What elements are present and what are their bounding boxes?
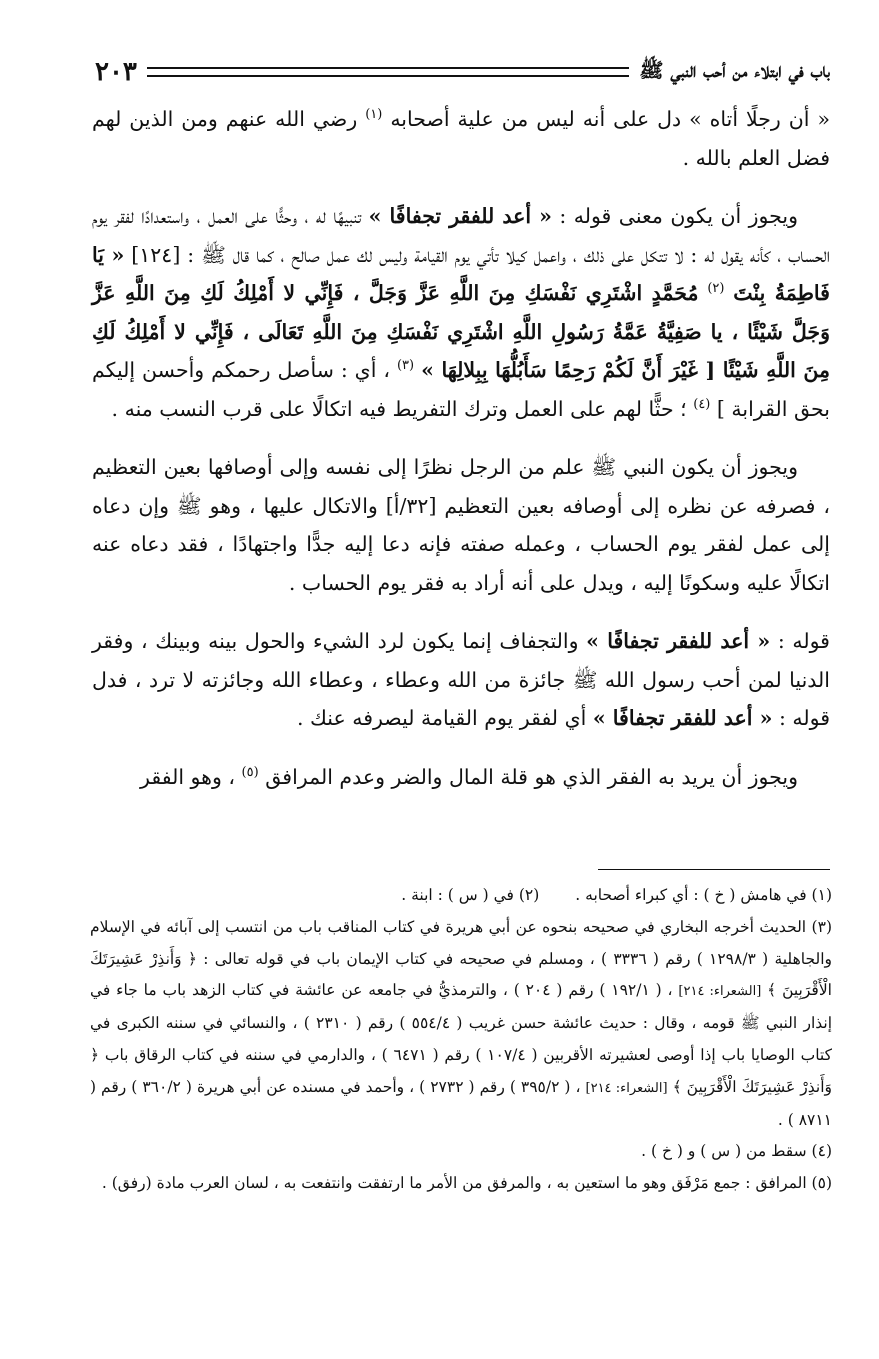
page-number: ٢٠٣ xyxy=(95,57,137,87)
footnote-3: (٣) الحديث أخرجه البخاري في صحيحه بنحوه عن أبي هريرة في كتاب المناقب باب من انتسب إلى آبائه في الإسلام والجاهلية ( ١٢٩٨/٣ ) رقم ( ٣٣٣٦ ) ، ومسلم في صحيحه في كتاب الإيمان باب في قوله تعالى : ﴿ وَأَنذِرْ عَشِيرَتَكَ الْأَقْرَبِينَ ﴾ [الشعراء: ٢١٤] ، ( ١٩٢/١ ) رقم ( ٢٠٤ ) ، والترمذيُّ في جامعه عن عائشة في كتاب الزهد باب ما جاء في إنذار النبي ﷺ قومه ، وقال : حديث عائشة حسن غريب ( ٥٥٤/٤ ) رقم ( ٢٣١٠ ) ، والنسائي في سننه الكبرى في كتاب الوصايا باب إذا أوصى لعشيرته الأقربين ( ١٠٧/٤ ) رقم ( ٦٤٧١ ) ، والدارمي في سننه في كتاب الرقاق باب ﴿ وَأَنذِرْ عَشِيرَتَكَ الْأَقْرَبِينَ ﴾ [الشعراء: ٢١٤] ، ( ٣٩٥/٢ ) رقم ( ٢٧٣٢ ) ، وأحمد في مسنده عن أبي هريرة ( ٣٦٠/٢ ) رقم ( ٨٧١١ ) . xyxy=(90,917,833,1129)
footnote-4: (٤) سقط من ( س ) و ( خ ) . xyxy=(641,1142,832,1161)
sura-reference-2: [الشعراء: ٢١٤] xyxy=(585,1080,668,1096)
hadith-text-cont: مُحَمَّدٍ اشْتَرِي نَفْسَكِ مِنَ اللَّهِ عَزَّ وَجَلَّ ، فَإِنِّي لا أَمْلِكُ لَكِ مِنَ اللَّهِ عَزَّ وَجَلَّ شَيْئًا ، يا صَفِيَّةُ عَمَّةُ رَسُولِ اللَّهِ اشْتَرِي نَفْسَكِ مِنَ اللَّهِ تَعَالَى ، فَإِنِّي لا أَمْلِكُ لَكِ مِنَ اللَّهِ شَيْئًا [ غَيْرَ أَنَّ لَكُمْ رَحِمًا سَأَبُلُّهَا بِبِلالِهَا » xyxy=(92,281,830,382)
hadith-text: « يَا فَاطِمَةُ بِنْتَ xyxy=(92,242,830,305)
paragraph-3: ويجوز أن يكون النبي ﷺ علم من الرجل نظرًا إلى نفسه وإلى أوصافها بعين التعظيم ، فصرفه عن نظره إلى أوصافه بعين التعظيم [٣٢/أ] والاتكال عليها ، وهو ﷺ وإن دعاه إلى عمل لفقر يوم الحساب ، وعمله صفته فإنه دعا إليه جدًّا واجتهادًا ، فقد دعاه عنه اتكالًا عليه وسكونًا إليه ، ويدل على أنه أراد به فقر يوم الحساب . xyxy=(92,455,830,595)
footnote-ref-2: (٢) xyxy=(707,281,725,297)
main-text xyxy=(92,100,830,796)
footnotes xyxy=(90,880,832,1200)
paragraph-5: ويجوز أن يريد به الفقر الذي هو قلة المال والضر وعدم المرافق $^{(٥)}$ ، وهو الفقر xyxy=(140,764,798,789)
quran-verse: ﴿ وَأَنذِرْ عَشِيرَتَكَ الْأَقْرَبِينَ ﴾ xyxy=(90,949,832,1000)
footnote-ref-4: (٤) xyxy=(693,396,711,412)
quran-verse-2: ﴿ وَأَنذِرْ عَشِيرَتَكَ الْأَقْرَبِينَ ﴾ xyxy=(90,1045,832,1096)
footnote-ref-1: (١) xyxy=(365,107,383,123)
quote-tajfaf-3: « أعد للفقر تجفافًا » xyxy=(592,706,773,730)
running-title: باب في ابتلاء من أحب النبي ﷺ xyxy=(639,57,830,82)
page-header xyxy=(95,52,830,92)
footnote-separator xyxy=(598,869,830,870)
footnote-5: (٥) المرافق : جمع مَرْفَق وهو ما استعين به ، والمرفق من الأمر ما ارتفقت وانتفعت به ، لسان العرب مادة (رفق) . xyxy=(101,1174,832,1193)
paragraph-1: « أن رجلًا أتاه » دل على أنه ليس من علية أصحابه $^{(١)}$ رضي الله عنهم ومن الذين لهم فضل العلم بالله . xyxy=(92,107,830,170)
paragraph-2: ويجوز أن يكون معنى قوله : « أعد للفقر تجفافًا » تنبيهًا له ، وحثًّا على العمل ، واستعدادًا لفقر يوم الحساب ، كأنه يقول له : لا تتكل على ذلك ، واعمل كيلا تأتي يوم القيامة وليس لك عمل صالح ، كما قال ﷺ : [١٢٤] « يَا فَاطِمَةُ بِنْتَ $^{(٢)}$ مُحَمَّدٍ اشْتَرِي نَفْسَكِ مِنَ اللَّهِ عَزَّ وَجَلَّ ، فَإِنِّي لا أَمْلِكُ لَكِ مِنَ اللَّهِ عَزَّ وَجَلَّ شَيْئًا ، يا صَفِيَّةُ عَمَّةُ رَسُولِ اللَّهِ اشْتَرِي نَفْسَكِ مِنَ اللَّهِ تَعَالَى ، فَإِنِّي لا أَمْلِكُ لَكِ مِنَ اللَّهِ شَيْئًا [ غَيْرَ أَنَّ لَكُمْ رَحِمًا سَأَبُلُّهَا بِبِلالِهَا » $^{(٣)}$ ، أي : سأصل رحمكم وأحسن إليكم بحق القرابة ] $^{(٤)}$ ؛ حثًّا لهم على العمل وترك التفريط فيه اتكالًا على قرب النسب منه . xyxy=(92,204,830,421)
header-double-rule xyxy=(147,67,629,77)
footnotes-1-2 xyxy=(90,880,832,912)
quote-tajfaf: « أعد للفقر تجفافًا » xyxy=(368,204,552,228)
footnote-1: (١) في هامش ( خ ) : أي كبراء أصحابه . xyxy=(575,886,832,904)
footnote-ref-5: (٥) xyxy=(241,764,259,780)
footnote-ref-3: (٣) xyxy=(396,358,415,374)
sura-reference: [الشعراء: ٢١٤] xyxy=(678,984,762,1000)
footnote-2: (٢) في ( س ) : ابنة . xyxy=(401,886,540,904)
quote-tajfaf-2: « أعد للفقر تجفافًا » xyxy=(586,629,771,653)
paragraph-4: قوله : « أعد للفقر تجفافًا » والتجفاف إنما يكون لرد الشيء والحول بينه وبينك ، وفقر الدنيا لمن أحب رسول الله ﷺ جائزة من الله وعطاء ، وعطاء الله وجائزته لا ترد ، فدل قوله : « أعد للفقر تجفافًا » أي لفقر يوم القيامة ليصرفه عنك . xyxy=(92,629,830,730)
